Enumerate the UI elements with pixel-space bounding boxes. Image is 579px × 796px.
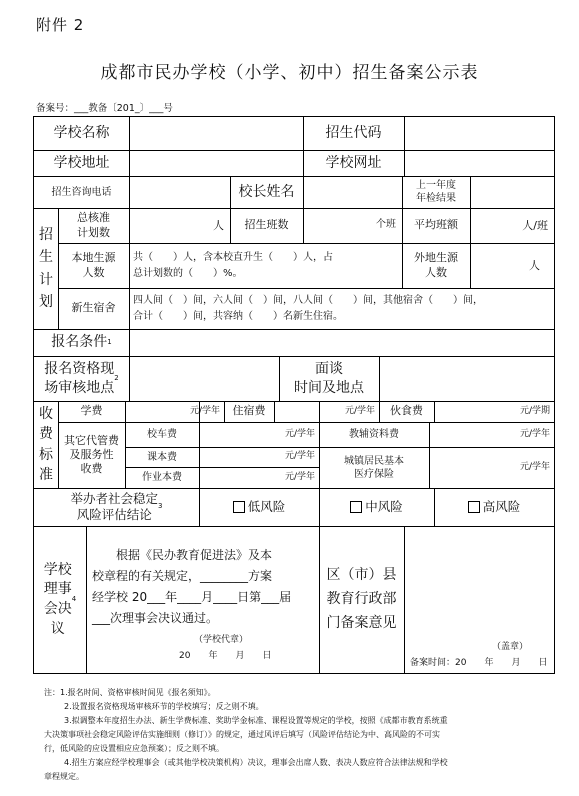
risk-high-text: 高风险 [482,498,521,514]
col-divider [129,117,130,208]
row-divider [34,526,554,527]
attachment-label: 附件 2 [36,16,85,34]
col-divider [404,117,405,176]
board-line: 校章程的有关规定，________方案 [92,569,273,583]
col-divider [404,526,405,674]
board-line: 经学校 20___年____月____日第___届 [92,590,292,604]
checkbox-icon[interactable] [468,501,480,513]
consult-phone-label: 招生咨询电话 [51,186,112,198]
risk-label-text: 举办者社会稳定 风险评估结论 [70,490,159,522]
workbook-fee-label: 作业本费 [142,472,182,483]
principal-name-label: 校长姓名 [238,183,295,200]
school-seal-label: （学校代章） [194,635,249,645]
footnote-mark: 3 [158,502,163,511]
filing-date: 备案时间：20 年 月 日 [410,658,548,668]
footnote-line: 行，低风险的应设置相应应急预案）；反之则不填。 [44,744,224,753]
workbook-fee-unit: 元/学年 [284,471,315,482]
avg-class-size-label: 平均班额 [414,218,458,232]
medical-insurance-unit: 元/学年 [519,461,550,472]
footnote-mark: 2 [114,373,119,382]
bus-fee-unit: 元/学年 [284,428,315,439]
footnote-line: 2.设置报名资格现场审核环节的学校填写；反之则不填。 [64,702,264,711]
interview-label: 面谈 时间及地点 [294,361,364,396]
risk-label [34,488,199,526]
outside-source-label: 外地生源 人数 [414,251,458,279]
footnote-line: 大决策事项社会稳定风险评估实施细则（修订）》的规定，通过风评后填写（风险评估结论为中、高风险的不可实 [44,730,440,739]
local-source-text [133,250,401,281]
board-label-text: 学校 理事 会决 议 [43,561,72,637]
footnotes [44,686,544,784]
filing-close: 〕 [139,103,150,114]
dorm-label: 新生宿舍 [71,301,116,315]
enroll-code-label: 招生代码 [325,125,382,142]
footnote-line: 章程规定。 [44,772,84,781]
tuition-label: 学费 [80,404,103,418]
col-divider [379,356,380,401]
review-site-label [34,356,129,401]
dorm-text [133,293,553,325]
meals-unit: 元/学期 [519,405,550,416]
tutoring-materials-unit: 元/学年 [519,428,550,439]
textbook-fee-label: 课本费 [147,451,177,463]
filing-blank: ___ [149,103,164,114]
filing-blank: _ [134,103,140,114]
risk-mid-option[interactable] [319,488,434,526]
board-line: 根据《民办教育促进法》及本 [116,548,273,562]
risk-low-text: 低风险 [247,498,286,514]
requirements-text: 报名条件 [51,334,108,351]
local-source-label: 本地生源 人数 [71,251,116,279]
class-count-label: 招生班数 [244,218,289,232]
filing-blank: ___ [74,103,89,114]
col-divider [470,176,471,208]
footnote-line: 注：1.报名时间、资格审核时间见《报名须知》。 [44,688,216,697]
filing-mid: 教备〔201 [88,103,135,114]
review-site-text: 报名资格现 场审核地点 [44,361,115,396]
district-label: 区（市）县 教育行政部 门备案意见 [326,567,397,631]
registration-table [33,116,555,674]
school-name-label: 学校名称 [53,125,110,142]
dorm-line: 四人间（ ）间，六人间（ ）间，八人间（ ）间，其他宿舍（ ）间， [133,295,483,306]
school-address-label: 学校地址 [53,154,110,171]
col-divider [129,329,130,356]
local-source-line: 共（ ）人，含本校直升生（ ）人，占 [133,252,333,263]
risk-mid-text: 中风险 [365,498,403,514]
filing-number [36,100,173,114]
school-seal-date: 20 年 月 日 [179,651,272,661]
official-seal-label: （盖章） [492,642,529,652]
tuition-unit: 元/学年 [189,405,220,416]
tutoring-materials-label: 教辅资料费 [349,429,399,440]
last-year-review-label: 上一年度 年检结果 [416,180,456,204]
footnote-mark: 1 [107,337,112,346]
local-source-line: 总计划数的（ ）%。 [133,267,243,279]
medical-insurance-label: 城镇居民基本 医疗保险 [344,455,404,480]
school-website-label: 学校网址 [325,154,382,171]
risk-high-option[interactable] [434,488,554,526]
filing-end: 号 [163,103,173,114]
total-quota-unit: 人 [213,218,224,232]
board-line: ___次理事会决议通过。 [92,611,219,625]
footnote-line: 4.招生方案应经学校理事会（或其他学校决策机构）决议，理事会出席人数、表决人数应符合法律法规和学校 [64,758,448,767]
footnote-mark: 4 [71,595,77,604]
col-divider [86,526,87,674]
row-divider [58,288,554,289]
enroll-plan-label: 招 生 计 划 [39,226,53,310]
class-count-unit: 个班 [376,219,396,231]
footnote-line: 3.拟调整本年度招生办法、新生学费标准、奖助学金标准、课程设置等规定的学校，按照《成都市教育系统重 [64,716,448,725]
avg-class-size-unit: 人/班 [522,218,548,232]
textbook-fee-unit: 元/学年 [284,451,315,462]
checkbox-icon[interactable] [350,501,362,513]
bus-fee-label: 校车费 [147,429,177,440]
dorm-line: 合计（ ）间，共容纳（ ）名新生住宿。 [133,311,343,322]
fees-label: 收 费 标 准 [39,405,53,483]
board-resolution-text [92,545,316,629]
lodging-label: 住宿费 [232,404,266,418]
total-quota-label: 总核准 计划数 [77,211,110,239]
filing-label: 备案号： [36,103,75,114]
risk-low-option[interactable] [199,488,319,526]
requirements-label [34,329,129,356]
meals-label: 伙食费 [390,404,423,418]
lodging-unit: 元/学年 [344,405,375,416]
outside-source-unit: 人 [529,258,540,272]
checkbox-icon[interactable] [233,501,245,513]
col-divider [303,176,304,208]
col-divider [129,356,130,401]
page-title: 成都市民办学校（小学、初中）招生备案公示表 [100,63,479,83]
other-fees-label: 其它代管费 及服务性 收费 [64,433,119,476]
board-label [34,526,86,674]
